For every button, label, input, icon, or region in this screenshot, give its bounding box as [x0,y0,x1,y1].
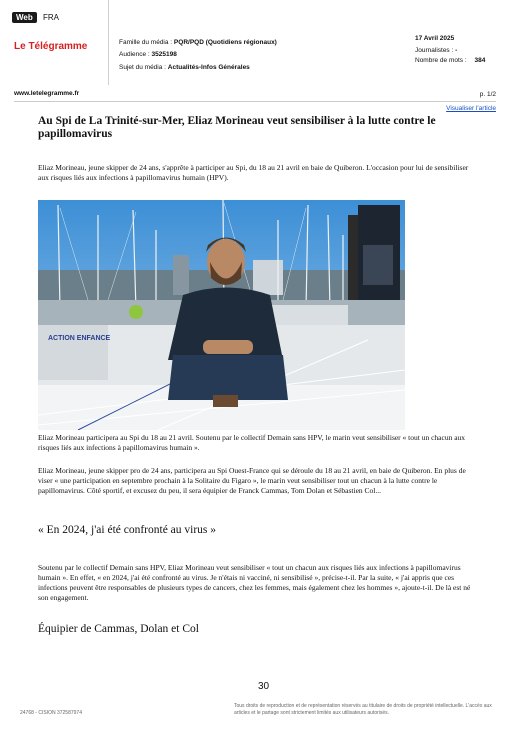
boat-sponsor-text: ACTION ENFANCE [48,335,111,342]
header [0,0,516,100]
subheading-virus: « En 2024, j'ai été confronté au virus » [38,524,217,536]
article-photo [38,200,405,430]
sujet-row: Sujet du média : Actualités-Infos Générales [119,64,250,71]
footer-reference: 24768 - CISION 372587974 [20,710,82,716]
footer-copyright: Tous droits de reproduction et de représentation réservés au titulaire de droits de propriété intellectuelle. L'accès aux articles et le partage sont strictement limités aux utilisateurs autorisés. [234,703,492,716]
article-intro: Eliaz Morineau, jeune skipper de 24 ans, s'apprête à participer au Spi, du 18 au 21 avril en baie de Quiberon. L'occasion pour lui de sensibiliser aux risques liés aux infections à papillomavirus humain (HPV). [38,163,469,182]
page-indicator: p. 1/2 [479,91,496,98]
source-url: www.letelegramme.fr [14,90,80,97]
sujet-value: Actualités-Infos Générales [167,64,250,71]
audience-row: Audience : 3525198 [119,51,177,58]
header-rule [14,101,496,102]
article-paragraph-2: Soutenu par le collectif Demain sans HPV, Eliaz Morineau veut sensibiliser « tout un chacun aux risques liés aux infections à papillomavirus humain ». En effet, « en 2024, j'ai été confronté au virus. Je n'étais ni vacciné, ni sensibilisé », précise-t-il. Par la suite, « j'ai appris que ces infections peuvent être responsables de plusieurs types de cancers, chez les femmes, mais également chez les hommes », ajoute-t-il. De là est né son engagement. [38,563,471,602]
view-article-link[interactable]: Visualiser l'article [446,105,496,112]
language-label: FRA [43,13,59,22]
word-count-row: Nombre de mots : 384 [415,57,486,64]
page-number: 30 [258,681,270,692]
journalistes-row: Journalistes : - [415,47,458,54]
subheading-equipier: Équipier de Cammas, Dolan et Col [38,623,199,635]
publication-logo: Le Télégramme [14,41,88,52]
article-date: 17 Avril 2025 [415,35,455,42]
article-paragraph-1: Eliaz Morineau, jeune skipper pro de 24 ans, participera au Spi Ouest-France qui se déroule du 18 au 21 avril, en baie de Quiberon. En plus de viser « une participation en septembre prochain à la Solitaire du Figaro », le marin veut sensibiliser tout un chacun à la lutte contre le papillomavirus. Côté sportif, et excusez du peu, il sera équipier de Franck Cammas, Tom Dolan et Sébastien Col... [38,466,466,495]
web-badge: Web [12,12,37,23]
header-divider [108,0,109,85]
harbor-photo [38,200,405,430]
famille-value: PQR/PQD (Quotidiens régionaux) [173,39,277,46]
audience-value: 3525198 [151,51,177,58]
famille-row: Famille du média : PQR/PQD (Quotidiens régionaux) [119,39,277,46]
article-title: Au Spi de La Trinité-sur-Mer, Eliaz Morineau veut sensibiliser à la lutte contre le papillomavirus [38,115,436,140]
photo-caption: Eliaz Morineau participera au Spi du 18 au 21 avril. Soutenu par le collectif Demain sans HPV, le marin veut sensibiliser « tout un chacun aux risques liés aux infections à papillomavirus humain ». [38,433,466,452]
